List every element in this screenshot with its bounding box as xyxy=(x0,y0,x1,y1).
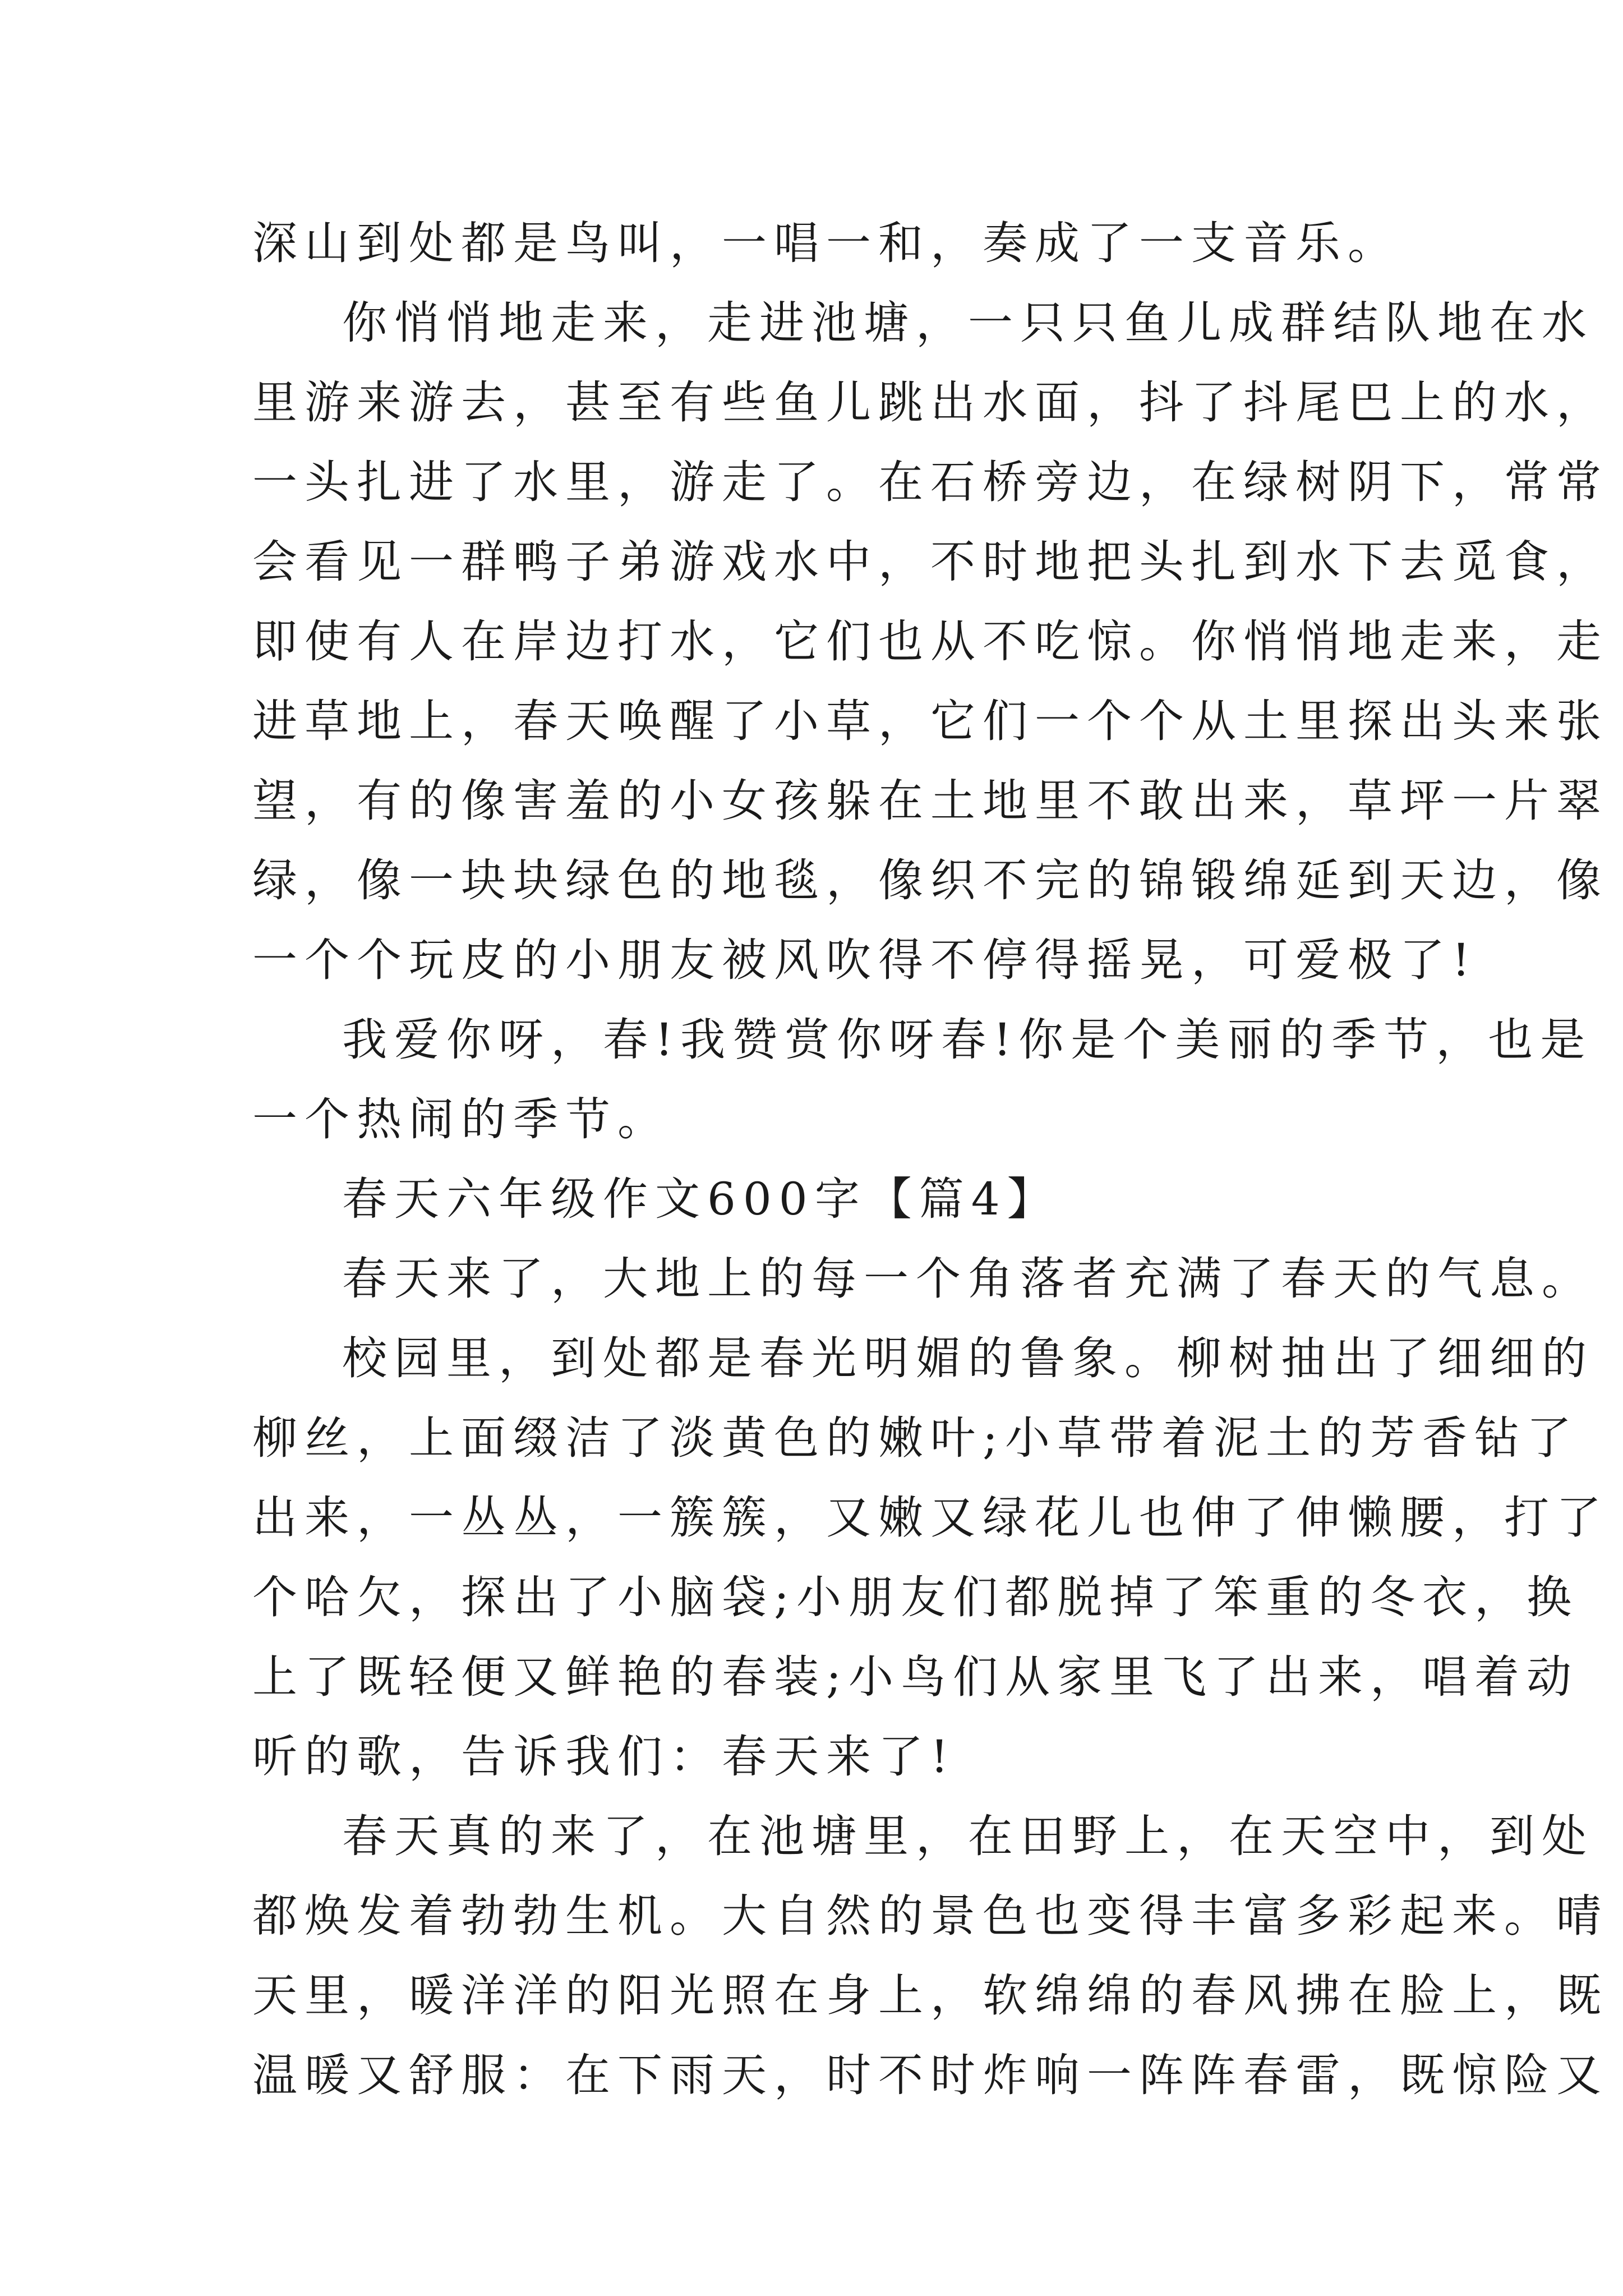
paragraph-start-line: 春天真的来了，在池塘里，在田野上，在天空中，到处 xyxy=(342,1810,1594,1862)
text-line: 会看见一群鸭子弟游戏水中，不时地把头扎到水下去觅食， xyxy=(252,536,1608,588)
text-line: 个哈欠，探出了小脑袋;小朋友们都脱掉了笨重的冬衣，换 xyxy=(252,1571,1579,1623)
text-line: 一个个玩皮的小朋友被风吹得不停得摇晃，可爱极了! xyxy=(252,934,1478,986)
text-line: 望，有的像害羞的小女孩躲在土地里不敢出来，草坪一片翠 xyxy=(252,775,1608,827)
text-line: 绿，像一块块绿色的地毯，像织不完的锦锻绵延到天边，像 xyxy=(252,854,1608,907)
text-line: 一个热闹的季节。 xyxy=(252,1093,670,1145)
text-line: 温暖又舒服：在下雨天，时不时炸响一阵阵春雷，既惊险又 xyxy=(252,2049,1608,2101)
text-line: 天里，暖洋洋的阳光照在身上，软绵绵的春风拂在脸上，既 xyxy=(252,1970,1608,2022)
text-line: 进草地上，春天唤醒了小草，它们一个个从土里探出头来张 xyxy=(252,695,1608,747)
text-line: 深山到处都是鸟叫，一唱一和，奏成了一支音乐。 xyxy=(252,217,1400,269)
text-line: 柳丝，上面缀洁了淡黄色的嫩叶;小草带着泥土的芳香钻了 xyxy=(252,1412,1579,1464)
text-line: 一头扎进了水里，游走了。在石桥旁边，在绿树阴下，常常 xyxy=(252,456,1608,508)
section-heading: 春天六年级作文600字【篇4】 xyxy=(342,1173,1059,1225)
paragraph-start-line: 你悄悄地走来，走进池塘，一只只鱼儿成群结队地在水 xyxy=(342,297,1594,349)
paragraph-start-line: 校园里，到处都是春光明媚的鲁象。柳树抽出了细细的 xyxy=(342,1332,1594,1384)
text-line: 上了既轻便又鲜艳的春装;小鸟们从家里飞了出来，唱着动 xyxy=(252,1651,1579,1703)
paragraph-start-line: 我爱你呀，春!我赞赏你呀春!你是个美丽的季节，也是 xyxy=(342,1014,1593,1066)
text-line: 即使有人在岸边打水，它们也从不吃惊。你悄悄地走来，走 xyxy=(252,615,1608,668)
text-line: 出来，一丛丛，一簇簇，又嫩又绿花儿也伸了伸懒腰，打了 xyxy=(252,1492,1608,1544)
paragraph-start-line: 春天来了，大地上的每一个角落者充满了春天的气息。 xyxy=(342,1253,1594,1305)
text-line: 里游来游去，甚至有些鱼儿跳出水面，抖了抖尾巴上的水， xyxy=(252,376,1608,429)
text-line: 听的歌，告诉我们：春天来了! xyxy=(252,1731,956,1783)
text-line: 都焕发着勃勃生机。大自然的景色也变得丰富多彩起来。晴 xyxy=(252,1890,1608,1942)
